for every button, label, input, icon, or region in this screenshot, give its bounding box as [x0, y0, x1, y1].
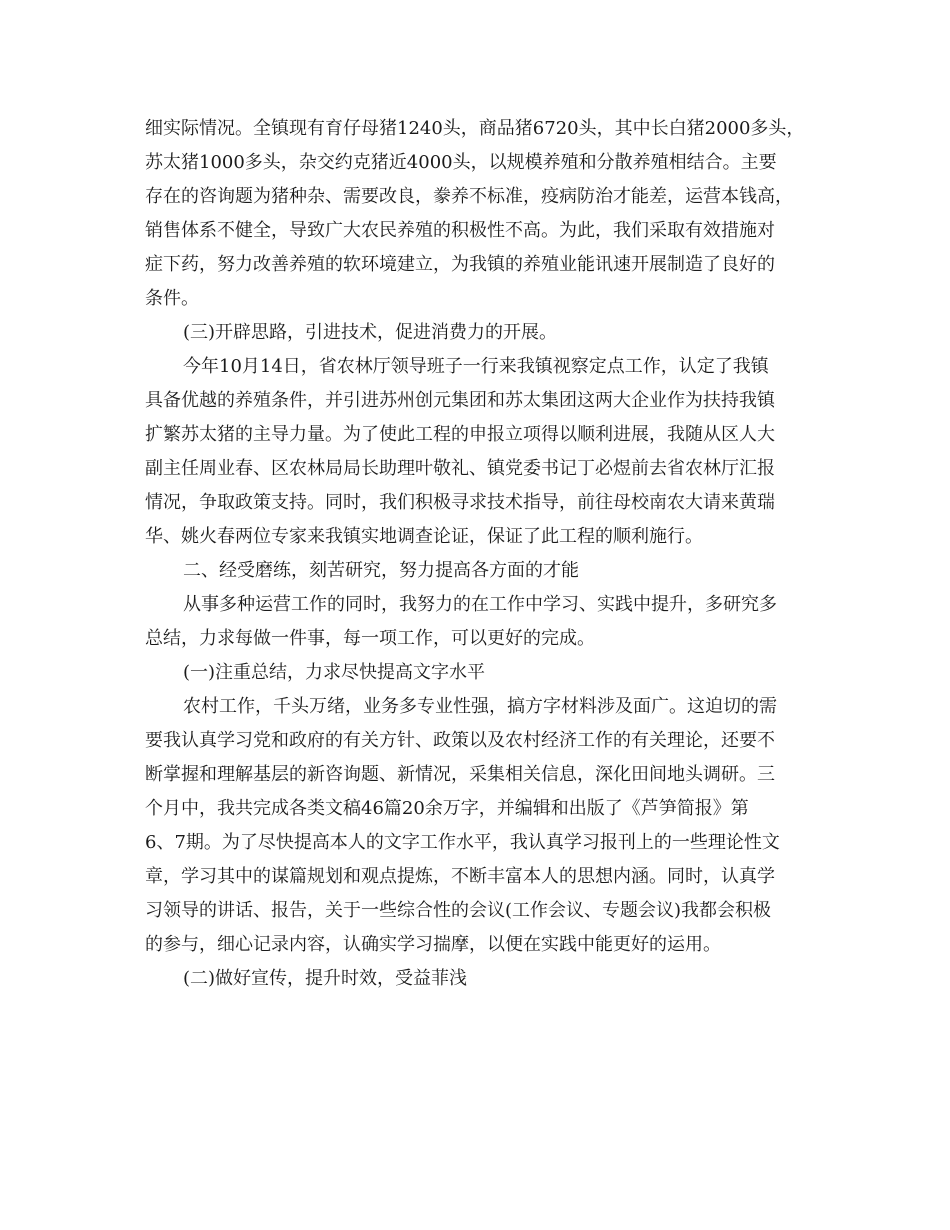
text-line: 苏太猪1000多头，杂交约克猪近4000头，以规模养殖和分散养殖相结合。主要 — [145, 152, 777, 173]
text-line: 扩繁苏太猪的主导力量。为了使此工程的申报立项得以顺利进展，我随从区人大 — [145, 424, 775, 445]
text-line: 销售体系不健全，导致广大农民养殖的积极性不高。为此，我们采取有效措施对 — [145, 220, 775, 241]
text-line: 今年10月14日，省农林厅领导班子一行来我镇视察定点工作，认定了我镇 — [183, 356, 769, 377]
text-line: (二)做好宣传，提升时效，受益菲浅 — [183, 968, 468, 989]
text-line: 章，学习其中的谋篇规划和观点提炼，不断丰富本人的思想内涵。同时，认真学 — [145, 866, 775, 887]
text-line: 症下药，努力改善养殖的软环境建立，为我镇的养殖业能讯速开展制造了良好的 — [145, 254, 775, 275]
text-line: 条件。 — [145, 288, 199, 309]
text-line: 副主任周业春、区农林局局长助理叶敬礼、镇党委书记丁必煜前去省农林厅汇报 — [145, 458, 775, 479]
text-line: 个月中，我共完成各类文稿46篇20余万字，并编辑和出版了《芦笋简报》第 — [145, 798, 749, 819]
text-line: 具备优越的养殖条件，并引进苏州创元集团和苏太集团这两大企业作为扶持我镇 — [145, 390, 775, 411]
document-body — [145, 112, 813, 996]
text-line: 存在的咨询题为猪种杂、需要改良，豢养不标准，疫病防治才能差，运营本钱高， — [145, 186, 793, 207]
text-line: 6、7期。为了尽快提高本人的文字工作水平，我认真学习报刊上的一些理论性文 — [145, 832, 780, 853]
text-line: (一)注重总结，力求尽快提高文字水平 — [183, 662, 486, 683]
text-line: 要我认真学习党和政府的有关方针、政策以及农村经济工作的有关理论，还要不 — [145, 730, 775, 751]
text-line: 农村工作，千头万绪，业务多专业性强，搞方字材料涉及面广。这迫切的需 — [183, 696, 777, 717]
text-line: 总结，力求每做一件事，每一项工作，可以更好的完成。 — [145, 628, 595, 649]
text-line: 从事多种运营工作的同时，我努力的在工作中学习、实践中提升，多研究多 — [183, 594, 777, 615]
text-line: 华、姚火春两位专家来我镇实地调查论证，保证了此工程的顺利施行。 — [145, 526, 703, 547]
text-line: 断掌握和理解基层的新咨询题、新情况，采集相关信息，深化田间地头调研。三 — [145, 764, 775, 785]
text-line: (三)开辟思路，引进技术，促进消费力的开展。 — [183, 322, 558, 343]
text-line: 细实际情况。全镇现有育仔母猪1240头，商品猪6720头，其中长白猪2000多头， — [145, 118, 805, 139]
text-line: 习领导的讲话、报告，关于一些综合性的会议(工作会议、专题会议)我都会积极 — [145, 900, 772, 921]
text-line: 情况，争取政策支持。同时，我们积极寻求技术指导，前往母校南农大请来黄瑞 — [145, 492, 775, 513]
text-line: 的参与，细心记录内容，认确实学习揣摩，以便在实践中能更好的运用。 — [145, 934, 721, 955]
text-line: 二、经受磨练，刻苦研究，努力提高各方面的才能 — [183, 560, 579, 581]
